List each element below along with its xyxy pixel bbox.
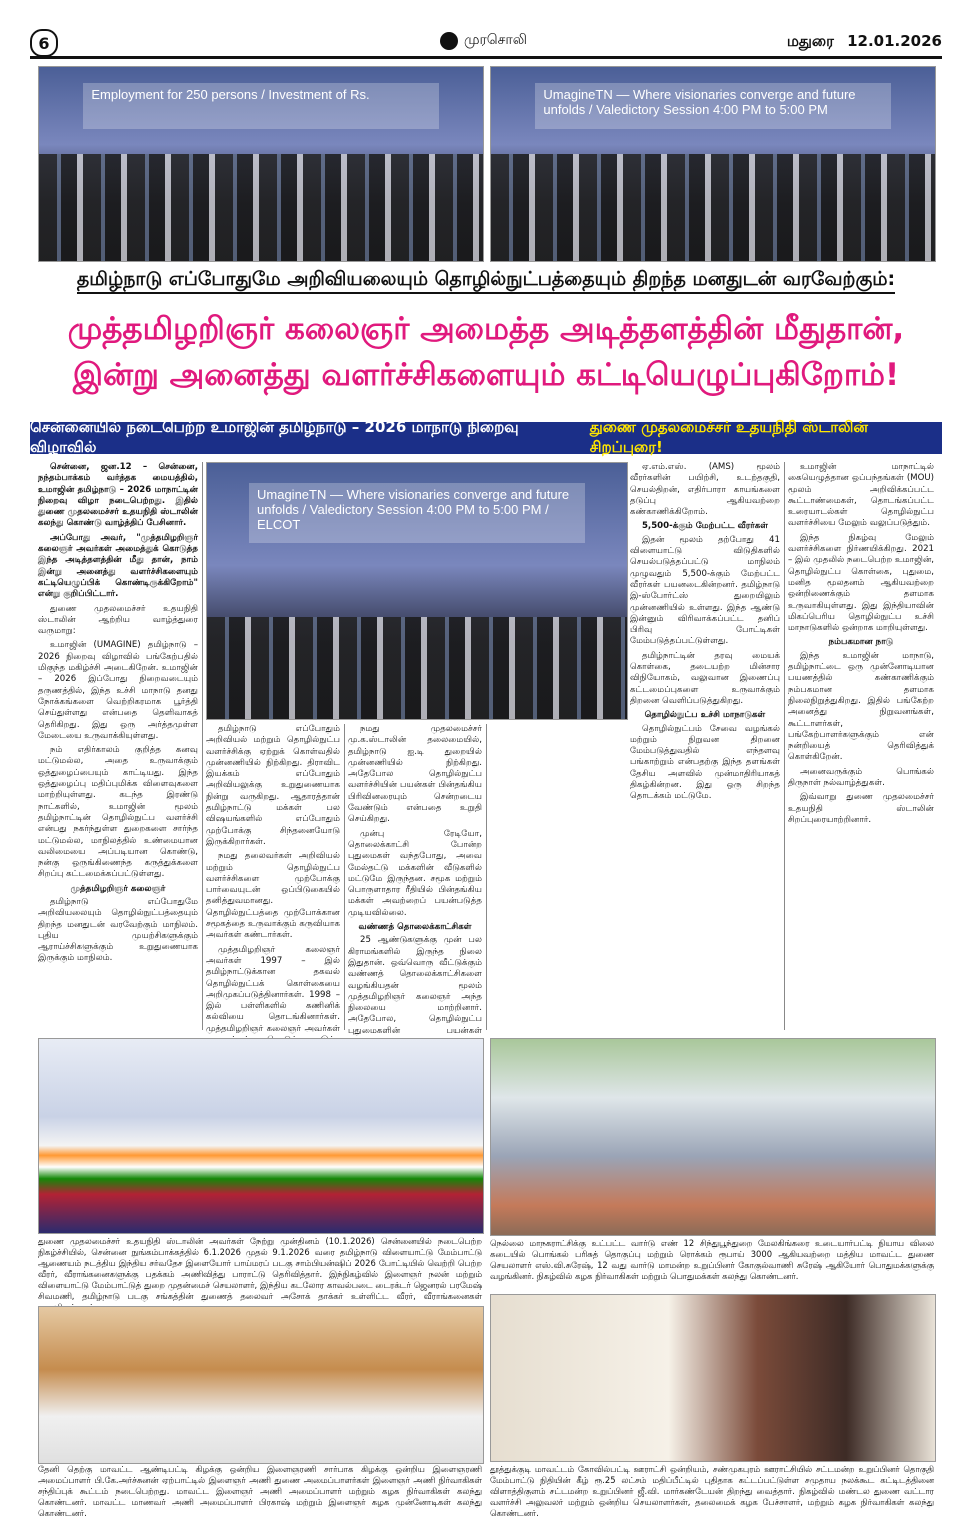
photo-people-row	[207, 617, 627, 719]
paper-logo-icon	[440, 32, 458, 50]
article-column-3b	[490, 724, 624, 1030]
photo-speaker-podium	[206, 462, 628, 720]
caption-plaque: தூத்துக்குடி மாவட்டம் கோவில்பட்டி ஊராட்சி ஒன்றியம், சண்முகபுரம் ஊராட்சியில் சட்டமன்ற உறுப்பினர் தொகுதி மேம்பாட்டு நிதியின் கீழ் ரூ.25 லட்சம் மதிப்பீட்டில் புதிதாக கட்டப்பட்டுள்ள சமுதாய நலக்கூட கட்டிடத்தினை விளாத்திகுளம் சட்டமன்ற உறுப்பினர் ஜீ.வி. மார்கண்டேயன் திறந்து வைத்தார். நிகழ்வில் மண்டல துணை வட்டார வளர்ச்சி அலுவலர் மற்றும் ஒன்றிய செயலாளர்கள், தலைமைக் கழக பேச்சாளர், மற்றும் கழக நிர்வாகிகள் கலந்து கொண்டனர்.	[490, 1464, 934, 1518]
column-divider	[486, 724, 487, 1030]
column-divider	[344, 724, 345, 1030]
strip-highlight: துணை முதலமைச்சர் உதயநிதி ஸ்டாலின் சிறப்புரை!	[589, 418, 868, 456]
headline-line-1: முத்தமிழறிஞர் கலைஞர் அமைத்த அடித்தளத்தின் மீதுதான்,	[67, 311, 905, 347]
photo-banner-text: UmagineTN — Where visionaries converge and future unfolds / Valedictory Session 4:00 PM to 5:00 PM / ELCOT	[249, 483, 585, 542]
edition-date: 12.01.2026	[847, 32, 942, 50]
photo-pongal-gift	[490, 1038, 936, 1236]
article-column-2: தமிழ்நாடு எப்போதும் அறிவியல் மற்றும் தொழில்நுட்ப வளர்ச்சிக்கு ஏற்றுக் கொள்வதில் முன்னணியில் நிற்கிறது. திராவிட இயக்கம் எப்போதும் அறிவியலுக்கு உறுதுணையாக நின்று வருகிறது. ஆதாரத்தான் தமிழ்நாட்டு மக்கள் பல விஷயங்களில் எப்போதும் முற்போக்கு சிந்தனையோடு இருக்கிறார்கள். நமது தலைவர்கள் அறிவியல் மற்றும் தொழில்நுட்ப வளர்ச்சிகளை முற்போக்கு பார்வையுடன் ஒப்பிடுகையில் தனித்துவமானது. தொழில்நுட்பத்தை முற்போக்கான சமூகத்தை உருவாக்கும் கருவியாக அவர்கள் கண்டார்கள். முத்தமிழறிஞர் கலைஞர் அவர்கள் 1997 – இல் தமிழ்நாட்டுக்கான தகவல் தொழில்நுட்பக் கொள்கையை அறிமுகப்படுத்தினார்கள். 1998 – இல் பள்ளிகளில் கணினிக் கல்வியை தொடங்கினார்கள். முத்தமிழறிஞர் கலைஞர் அவர்கள்	[206, 724, 340, 1034]
paper-title: முரசொலி	[464, 32, 527, 48]
strip-text: சென்னையில் நடைபெற்ற உமாஜின் தமிழ்நாடு – 2026 மாநாடு நிறைவு விழாவில்	[30, 418, 519, 456]
caption-sailing: துணை முதலமைச்சர் உதயநிதி ஸ்டாலின் அவர்கள் நேற்று முன்தினம் (10.1.2026) சென்னையில் நடைபெற்ற நிகழ்ச்சியில், சென்னை நுங்கம்பாக்கத்தில் 6.1.2026 முதல் 9.1.2026 வரை தமிழ்நாடு விளையாட்டு மேம்பாட்டு ஆணையம் நடத்திய இந்திய சர்வதேச இளையோர் பாய்மரப் படகு சாம்பியன்ஷிப் 2026 போட்டியில் வெற்றி பெற்ற வீரர், வீராங்கனைகளுக்கு பதக்கம் அணிவித்து பாராட்டு தெரிவித்தார். இந்நிகழ்வில் இளைஞர் நலன் மற்றும் விளையாட்டு மேம்பாட்டுத் துறை முதன்மைச் செயலாளர், இந்திய கடலோர காவல்படை டைரக்டர் ஜெனரல் பரமேஷ் சிவமணி, தமிழ்நாடு படகு சங்கத்தின் துணைத் தலைவர் அசோக் தாக்கர் உள்ளிட்ட வீரர், வீராங்கனைகள்	[38, 1236, 482, 1301]
subheading: வண்ணத் தொலைக்காட்சிகள்	[358, 922, 472, 933]
page-number: 6	[30, 29, 58, 57]
article-column-1: சென்னை, ஜன.12 – சென்னை, நந்தம்பாக்கம் வர்த்தக மையத்தில், உமாஜின் தமிழ்நாடு – 2026 மாநாட்டின் நிறைவு விழா நடைபெற்றது. இதில் துணை முதலமைச்சர் உதயநிதி ஸ்டாலின் கலந்து கொண்டு வாழ்த்திப் பேசினார். அப்போது அவர், "முத்தமிழறிஞர் கலைஞர் அவர்கள் அமைத்துக் கொடுத்த இந்த அடித்தளத்தின் மீது தான், நாம் இன்று அனைத்து வளர்ச்சிகளையும் கட்டியெழுப்பிக் கொண்டிருக்கிறோம்" என்று குறிப்பிட்டார். துணை முதலமைச்சர் உதயநிதி ஸ்டாலின் ஆற்றிய வாழ்த்துரை வருமாறு: உமாஜின் (UMAGINE) தமிழ்நாடு – 2026 நிறைவு விழாவில் பங்கேற்பதில் மிகுந்த மகிழ்ச்சி அடைகிறேன். உமாஜின் – 2026 இப்போது நிறைவடையும் தருணத்தில், இந்த உச்சி மாநாடு தனது நோக்கங்களை வெற்றிகரமாக பூர்த்தி செய்துள்ளது என்பதை தெளிவாகத் தெரிகிறது. இது ஒரு அர்த்தமுள்ள மேடையை உருவாக்கியுள்ளது. நம் எதிர்காலம் குறித்த கனவு மட்டுமல்ல, அதை உருவாக்கும் ஒத்துழைப்பையும் காட்டியது. இந்த ஒத்துழைப்பு மதிப்புமிக்க விளைவுகளை மாற்றியுள்ளது. கடந்த இரண்டு நாட்களில், உமாஜின் மூலம் தமிழ்நாட்டின் தொழில்நுட்ப வளர்ச்சி என்பது நகர்ந்துள்ள துறைகளை சார்ந்த மட்டுமல்ல, மாநிலத்தில் உண்மையான வலிமையை அப்படியான கொண்டு, நன்கு ஒருங்கிணைந்த கருத்துக்களை சிறப்பு கட்டமைக்கப்பட்டுள்ளது. முத்தமிழறிஞர் கலைஞர் தமிழ்நாடு எப்போதுமே அறிவியலையும் தொழில்நுட்பத்தையும் திறந்த மனதுடன் வரவேற்கும் மாநிலம். புதிய முயற்சிகளுக்கும் ஆராய்ச்சிகளுக்கும் உறுதுணையாக இருக்கும் மாநிலம்.	[38, 462, 198, 964]
headline-main	[30, 306, 942, 398]
caption-pongal: நெல்லை மாநகராட்சிக்கு உட்பட்ட வார்டு எண் 12 சிந்துபூந்துறை மேலகிங்கரை உடையார்பட்டி நியாய விலை கடையில் பொங்கல் பரிசுத் தொகுப்பு மற்றும் ரொக்கம் ரூபாய் 3000 ஆகியவற்றை மத்திய மாவட்ட துணை செயலாளர் எஸ்.வி.சுரேஷ், 12 வது வார்டு மாமன்ற உறுப்பினர் கோகுல்வாணி சுரேஷ் ஆகியோர் பொதுமக்களுக்கு வழங்கினர். நிகழ்வில் கழக நிர்வாகிகள் மற்றும் பொதுமக்கள் கலந்து கொண்டனர்.	[490, 1238, 934, 1281]
subheading: தொழில்நுட்ப உச்சி மாநாடுகள்	[644, 710, 766, 721]
headline-strip	[30, 418, 942, 456]
subheading: 5,500-க்கும் மேற்பட்ட வீரர்கள்	[641, 521, 769, 532]
subheading: நம்பகமான நாடு	[828, 637, 894, 648]
article-column-5: உமாஜின் மாநாட்டில் கையெழுத்தான ஒப்பந்தங்கள் (MOU) மூலம் அறிவிக்கப்பட்ட கூட்டாண்மைகள், தொடங்கப்பட்ட உரையாடல்கள் தொழில்நுட்ப வளர்ச்சியை மேலும் வலுப்படுத்தும். இந்த நிகழ்வு மேலும் வளர்ச்சிகளை நிர்ணயிக்கிறது. 2021 – இல் முதலில் நடைபெற்ற உமாஜின், தொழில்நுட்ப கொள்கை, புதுமை, மனித மூலதனம் ஆகியவற்றை ஒன்றிணைக்கும் தளமாக உருவாகியுள்ளது. இது இந்தியாவின் மிகப்பெரிய தொழில்நுட்ப உச்சி மாநாடுகளில் ஒன்றாக மாறியுள்ளது. நம்பகமான நாடு இந்த உமாஜின் மாநாடு, தமிழ்நாட்டை ஒரு முன்னோடியான பயணத்தில் கண்காணிக்கும் நம்பகமான தளமாக நிலைநிறுத்துகிறது. இதில் பங்கேற்ற அனைத்து நிறுவனங்கள், கூட்டாளர்கள், பங்கேற்பாளர்களுக்கும் என் நன்றியைத் தெரிவித்துக் கொள்கிறேன். அனைவருக்கும் பொங்கல் திருநாள் நல்வாழ்த்துகள். இவ்வாறு துணை முதலமைச்சர் உதயநிதி ஸ்டாலின் சிறப்புரையாற்றினார்.	[788, 462, 935, 825]
photo-banner-text: Employment for 250 persons / Investment of Rs.	[83, 83, 438, 130]
photo-valedictory-stage	[490, 66, 936, 262]
subheading: முத்தமிழறிஞர் கலைஞர்	[70, 883, 166, 894]
article-column-3: நமது முதலமைச்சர் மு.க.ஸ்டாலின் தலைமையில், தமிழ்நாடு ஐ.டி துறையில் முன்னணியில் நிற்கிறது. அதேபோல தொழில்நுட்ப வளர்ச்சியின் பயன்கள் பின்தங்கிய பிரிவினரையும் சென்றடைய வேண்டும் என்பதை உறுதி செய்கிறது. முன்பு ரேடியோ, தொலைக்காட்சி போன்ற புதுமைகள் வந்தபோது, அவை மேல்தட்டு மக்களின் வீடுகளில் மட்டுமே இருந்தன. சமூக மற்றும் பொருளாதார ரீதியில் பின்தங்கிய மக்கள் அவற்றைப் பயன்படுத்த முடியவில்லை. வண்ணத் தொலைக்காட்சிகள் 25 ஆண்டுகளுக்கு முன் பல கிராமங்களில் இருந்த நிலை இதுதான். ஒவ்வொரு வீட்டுக்கும் வண்ணத் தொலைக்காட்சிகளை வழங்கியதன் மூலம் முத்தமிழறிஞர் கலைஞர் அந்த நிலையை மாற்றினார். அதேபோல, தொழில்நுட்ப புதுமைகளின் பயன்கள்	[348, 724, 482, 1036]
dateline	[779, 32, 942, 52]
column-divider	[784, 462, 785, 1030]
caption-meeting: தேனி தெற்கு மாவட்ட ஆண்டிபட்டி கிழக்கு ஒன்றிய இளைஞரணி சார்பாக கிழக்கு ஒன்றிய இளைஞரணி அமைப்பாளர் பி.கே.அர்ச்சுனன் ஏற்பாட்டில் இளைஞர் அணி துணை அமைப்பாளர்கள் இளைஞர் அணி நிர்வாகிகள் சந்திப்புக் கூட்டம் நடைபெற்றது. மாவட்ட இளைஞர் அணி அமைப்பாளர் மற்றும் கழக நிர்வாகிகள் கலந்து கொண்டனர். மாவட்ட மாணவர் அணி அமைப்பாளர் பிரகாஷ் மற்றும் இளைஞர் கழக முன்னோடிகள் கலந்து கொண்டனர்.	[38, 1464, 482, 1518]
edition-city: மதுரை	[786, 32, 834, 50]
photo-banner-text: UmagineTN — Where visionaries converge and future unfolds / Valedictory Session 4:00 PM to 5:00 PM	[535, 83, 890, 130]
photo-youth-wing-meeting	[38, 1306, 484, 1464]
photo-people-row	[491, 154, 935, 261]
photo-people-row	[39, 154, 483, 261]
masthead	[30, 30, 942, 59]
photo-community-hall-plaque	[490, 1294, 936, 1462]
headline-line-2: இன்று அனைத்து வளர்ச்சிகளையும் கட்டியெழுப்புகிறோம்!	[72, 357, 900, 393]
photo-mou-exchange	[38, 66, 484, 262]
photo-sailing-championship	[38, 1038, 484, 1234]
column-divider	[202, 462, 203, 1030]
article-column-4: ஏ.எம்.எஸ். (AMS) மூலம் வீரர்களின் பயிற்சி, உடற்தகுதி, செயல்திறன், எதிர்பாரா காயங்களை தடுப்பு ஆகியவற்றை கண்காணிக்கிறோம். 5,500-க்கும் மேற்பட்ட வீரர்கள் இதன் மூலம் தற்போது 41 விளையாட்டு விடுதிகளில் செயல்படுத்தப்பட்டு மாநிலம் முழுவதும் 5,500-க்கும் மேற்பட்ட வீரர்கள் பயனடைகின்றனர். தமிழ்நாடு இ-ஸ்போர்ட்ஸ் துறையிலும் முன்னணியில் உள்ளது. இந்த ஆண்டு இன்னும் விரிவாக்கப்பட்ட தனிப் பிரிவு போட்டிகள் மேம்படுத்தப்பட்டுள்ளது. தமிழ்நாட்டின் தரவு மையக் கொள்கை, தடையற்ற மின்சார விநியோகம், வலுவான இணைப்பு கட்டமைப்புகளை உருவாக்கும் திறனை வெளிப்படுத்துகிறது. தொழில்நுட்ப உச்சி மாநாடுகள் தொழில்நுட்பம் சேவை வழங்கல் மற்றும் நிறுவன திறனை மேம்படுத்துவதில் எந்தளவு பங்காற்றும் என்பதற்கு இந்த தளங்கள் தேசிய அளவில் முன்மாதிரியாகத் திகழ்கின்றன. இது ஒரு சிறந்த தொடக்கம் மட்டுமே.	[630, 462, 780, 802]
headline-kicker: தமிழ்நாடு எப்போதுமே அறிவியலையும் தொழில்நுட்பத்தையும் திறந்த மனதுடன் வரவேற்கும்:	[30, 268, 942, 293]
paper-name	[440, 32, 527, 50]
